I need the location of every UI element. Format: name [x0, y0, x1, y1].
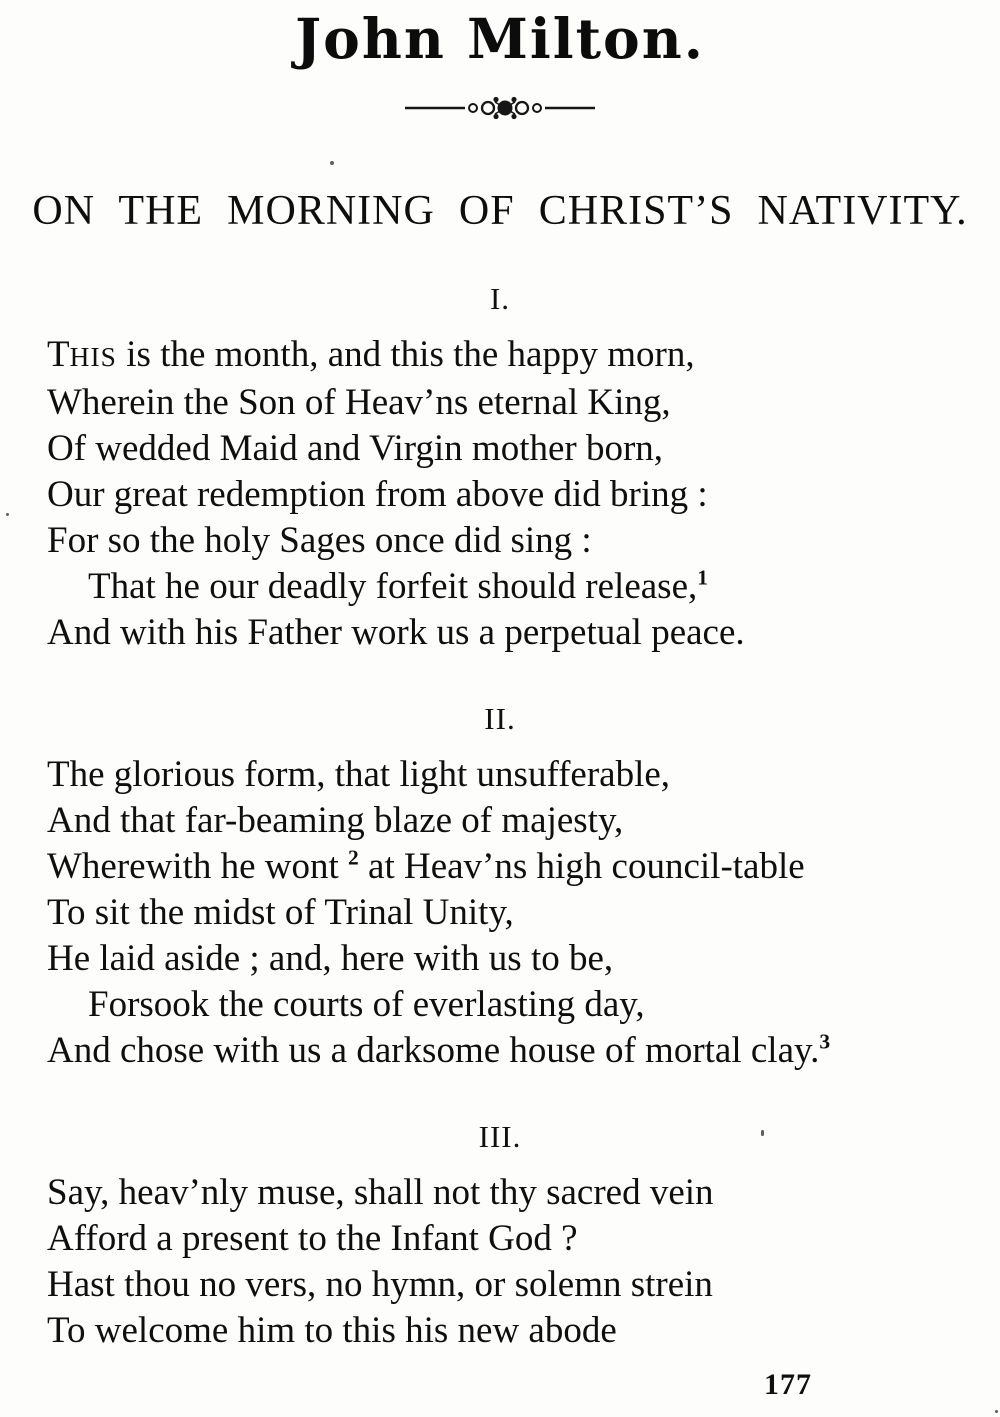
poem-line: Hast thou no vers, no hymn, or solemn strein	[47, 1264, 713, 1305]
poem-line: And chose with us a darksome house of mortal clay.$^3$	[47, 1029, 831, 1071]
floral-rule-divider-icon	[0, 94, 1000, 122]
poem-line: And that far-beaming blaze of majesty,	[47, 800, 624, 841]
scan-speck	[330, 161, 334, 165]
poem-title: ON THE MORNING OF CHRIST’S NATIVITY.	[32, 188, 968, 234]
poem-line: To sit the midst of Trinal Unity,	[47, 892, 514, 933]
stanza-numeral: II.	[484, 701, 516, 736]
poem-line: That he our deadly forfeit should release,$^1$	[88, 565, 708, 607]
scan-speck	[995, 1410, 998, 1413]
book-page	[0, 8, 1000, 1417]
scan-speck	[761, 1130, 764, 1136]
poem-line: Our great redemption from above did bring :	[47, 474, 708, 515]
stanza	[0, 280, 1000, 656]
poem-line: He laid aside ; and, here with us to be,	[47, 938, 614, 979]
poem-line: Afford a present to the Infant God ?	[47, 1218, 578, 1259]
footnote-marker: 1	[697, 565, 708, 590]
page-number: 177	[764, 1368, 812, 1401]
poem-line: Forsook the courts of everlasting day,	[88, 984, 645, 1025]
poem-line: To welcome him to this his new abode	[47, 1310, 617, 1351]
poem-line: The glorious form, that light unsufferable,	[47, 754, 671, 795]
poem-body	[0, 280, 1000, 1354]
footnote-marker: 3	[819, 1029, 831, 1054]
poem-line: And with his Father work us a perpetual peace.	[47, 612, 745, 653]
poem-line: Say, heav’nly muse, shall not thy sacred vein	[47, 1172, 714, 1213]
scan-speck	[6, 513, 9, 516]
poem-line: Wherewith he wont $^2$ at Heav’ns high council-table	[47, 845, 805, 887]
stanza	[0, 700, 1000, 1074]
poem-line: Of wedded Maid and Virgin mother born,	[47, 428, 664, 469]
smallcaps-text: HIS	[69, 342, 118, 372]
stanza-numeral: III.	[478, 1119, 522, 1154]
poem-line: Wherein the Son of Heav’ns eternal King,	[47, 382, 671, 423]
poem-line: THIS is the month, and this the happy morn,	[47, 334, 695, 375]
author-title: John Milton.	[295, 6, 705, 71]
footnote-marker: 2	[348, 845, 359, 870]
poem-line: For so the holy Sages once did sing :	[47, 520, 592, 561]
stanza-numeral: I.	[489, 281, 511, 316]
stanza	[0, 1118, 1000, 1354]
